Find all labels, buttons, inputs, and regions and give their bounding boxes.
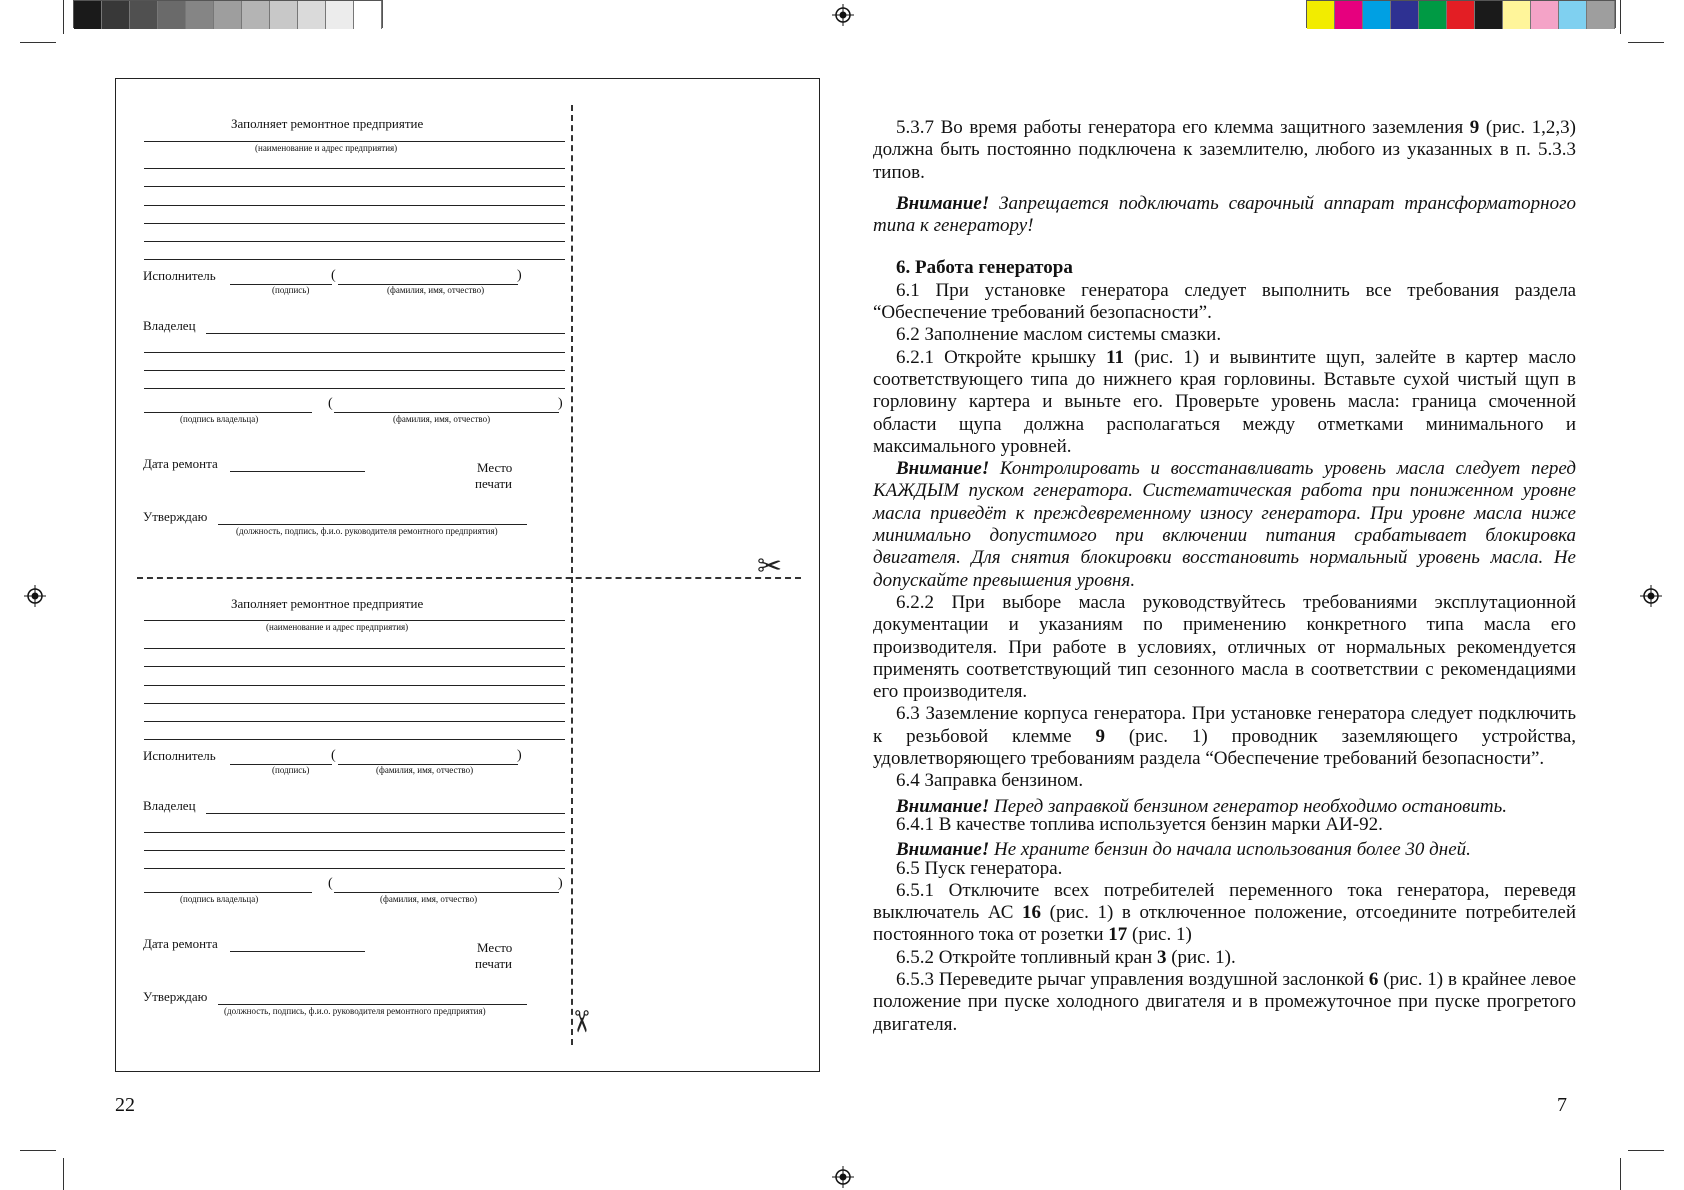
color-swatch <box>1335 1 1363 29</box>
blank-line <box>144 850 565 851</box>
blank-line <box>230 951 365 952</box>
fio-caption: (фамилия, имя, отчество) <box>380 894 478 904</box>
coupon-header: Заполняет ремонтное предприятие <box>231 596 424 611</box>
blank-line <box>334 892 559 893</box>
blank-line <box>144 868 565 869</box>
blank-line <box>144 648 565 649</box>
paragraph-6-1: 6.1 При установке генератора следует выполнить все требования раздела “Обеспечение требований безопасности”. <box>873 279 1576 324</box>
registration-mark-icon <box>832 1166 854 1188</box>
color-swatch <box>298 1 326 29</box>
scissors-icon: ✂ <box>563 1008 599 1035</box>
page-number-left: 22 <box>115 1094 135 1116</box>
manual-text <box>873 117 1576 1036</box>
blank-line <box>144 205 565 206</box>
paren-close: ) <box>558 396 563 411</box>
blank-line <box>144 388 565 389</box>
section-6-heading <box>873 257 1576 279</box>
color-swatch <box>326 1 354 29</box>
stamp-label-line1: Место <box>477 940 513 955</box>
warning-oil-level <box>873 458 1576 592</box>
paragraph-6-2-1 <box>873 347 1576 458</box>
color-swatch <box>242 1 270 29</box>
blank-line <box>218 524 527 525</box>
blank-line <box>144 685 565 686</box>
color-swatch <box>74 1 102 29</box>
warning-label: Внимание! <box>896 795 990 817</box>
text-run: Не храните бензин до начала использования более 30 дней. <box>989 839 1471 861</box>
text-run: 6.5.1 Отключите всех потребителей переменного тока генератора, переведя выключатель АС <box>873 879 1576 924</box>
repair-date-label: Дата ремонта <box>143 936 218 951</box>
color-swatch <box>1531 1 1559 29</box>
bold-ref: 3 <box>1156 946 1167 968</box>
process-color-bar <box>1306 0 1616 28</box>
blank-line <box>144 352 565 353</box>
text-run: Контролировать и восстанавливать уровень масла следует перед КАЖДЫМ пуском генератора. Систематическая работа при пониженном уровне масла приведёт к преждевременному износу генератора. При уровне масла ниже минимально допустимого при включении питания срабатывает блокировка двигателя. Для снятия блокировки восстановить нормальный уровень масла. Не допускайте превышения уровня. <box>873 458 1576 591</box>
blank-line <box>144 241 565 242</box>
text-run: 6.5.3 Переведите рычаг управления воздушной заслонкой <box>896 968 1369 990</box>
color-swatch <box>186 1 214 29</box>
paren-open: ( <box>328 396 333 411</box>
color-swatch <box>214 1 242 29</box>
bold-ref: 17 <box>1108 924 1128 946</box>
bold-ref: 9 <box>1095 725 1105 747</box>
paren-open: ( <box>328 876 333 891</box>
color-swatch <box>1587 1 1615 29</box>
coupon-header-caption: (наименование и адрес предприятия) <box>266 622 409 632</box>
registration-mark-icon <box>832 4 854 26</box>
warning-label: Внимание! <box>896 839 990 861</box>
approve-caption: (должность, подпись, ф.и.о. руководителя ремонтного предприятия) <box>236 526 498 536</box>
coupon-header: Заполняет ремонтное предприятие <box>231 116 424 131</box>
blank-line <box>144 168 565 169</box>
page-number-right: 7 <box>1557 1094 1567 1116</box>
text-run: (рис. 1,2,3) должна быть постоянно подключена к заземлителю, любого из указанных в п. 5.3.3 типов. <box>873 117 1576 183</box>
executor-label: Исполнитель <box>143 268 216 283</box>
color-swatch <box>1363 1 1391 29</box>
warning-welding <box>873 193 1576 238</box>
color-swatch <box>1475 1 1503 29</box>
text-run: 6.2.1 Откройте крышку <box>896 346 1107 368</box>
color-swatch <box>130 1 158 29</box>
blank-line <box>144 259 565 260</box>
repair-date-label: Дата ремонта <box>143 456 218 471</box>
bold-ref: 9 <box>1469 117 1480 138</box>
paragraph-6-3 <box>873 703 1576 770</box>
owner-label: Владелец <box>143 318 196 333</box>
color-swatch <box>1391 1 1419 29</box>
text-run: 6.5.2 Откройте топливный кран <box>896 946 1157 968</box>
crop-mark <box>63 1158 64 1190</box>
paragraph-6-2-2: 6.2.2 При выборе масла руководствуйтесь требованиями эксплутационной документации и указаниям по применению конкретного типа масла его производителя. При работе в условиях, отличных от нормальных рекомендуется применять соответствующий тип сезонного масла в соответствии с рекомендациями его производителя. <box>873 591 1576 703</box>
paren-close: ) <box>517 748 522 763</box>
crop-mark <box>20 42 56 43</box>
text-run: (рис. 1) <box>1127 924 1192 946</box>
owner-sign-caption: (подпись владельца) <box>180 894 259 904</box>
blank-line <box>144 892 312 893</box>
paren-open: ( <box>331 748 336 763</box>
warning-label: Внимание! <box>896 458 990 480</box>
color-swatch <box>1559 1 1587 29</box>
crop-mark <box>1620 1158 1621 1190</box>
section-heading: 6. Работа генератора <box>896 257 1073 279</box>
horizontal-cut-line <box>137 577 801 579</box>
scissors-icon: ✂ <box>757 549 783 584</box>
repair-coupon-frame <box>115 78 820 1072</box>
bold-ref: 11 <box>1106 346 1125 368</box>
crop-mark <box>20 1150 56 1151</box>
blank-line <box>334 412 559 413</box>
registration-mark-icon <box>24 585 46 607</box>
fio-caption: (фамилия, имя, отчество) <box>387 285 485 295</box>
crop-mark <box>63 0 64 34</box>
blank-line <box>144 620 565 621</box>
blank-line <box>144 412 312 413</box>
crop-mark <box>1628 42 1664 43</box>
blank-line <box>144 703 565 704</box>
paragraph-6-5-3 <box>873 969 1576 1036</box>
blank-line <box>218 1004 527 1005</box>
paragraph-6-5: 6.5 Пуск генератора. <box>896 857 1063 879</box>
color-swatch <box>1419 1 1447 29</box>
approve-label: Утверждаю <box>143 989 208 1004</box>
crop-mark <box>1628 1150 1664 1151</box>
blank-line <box>144 739 565 740</box>
color-swatch <box>354 1 382 29</box>
paren-close: ) <box>517 268 522 283</box>
registration-mark-icon <box>1640 585 1662 607</box>
blank-line <box>144 832 565 833</box>
paren-open: ( <box>331 268 336 283</box>
blank-line <box>144 141 565 142</box>
paragraph-6-4-1: 6.4.1 В качестве топлива используется бензин марки АИ-92. <box>896 813 1383 835</box>
text-run: 6.3 Заземление корпуса генератора. При установке генератора следует подключить к резьбовой клемме <box>873 703 1576 747</box>
paragraph-5-3-7 <box>873 117 1576 184</box>
paren-close: ) <box>558 876 563 891</box>
paragraph-6-5-1 <box>873 880 1576 947</box>
crop-mark <box>1620 0 1621 34</box>
fio-caption: (фамилия, имя, отчество) <box>393 414 491 424</box>
fio-caption: (фамилия, имя, отчество) <box>376 765 474 775</box>
blank-line <box>144 721 565 722</box>
approve-caption: (должность, подпись, ф.и.о. руководителя ремонтного предприятия) <box>224 1006 486 1016</box>
text-run: (рис. 1) в отключенное положение, отсоедините потребителей постоянного тока от розетки <box>873 902 1576 946</box>
blank-line <box>230 471 365 472</box>
bold-ref: 6 <box>1368 968 1379 990</box>
color-swatch <box>1447 1 1475 29</box>
text-run: (рис. 1) и вывинтите щуп, залейте в картер масло соответствующего типа до нижнего края горловины. Вставьте сухой чистый щуп в горловину картера и выньте его. Проверьте уровень масла: граница смоченной области щупа должна располагаться между отметками минимального и максимального уровней. <box>873 346 1576 457</box>
blank-line <box>144 666 565 667</box>
paragraph-6-2: 6.2 Заполнение маслом системы смазки. <box>896 324 1222 346</box>
owner-sign-caption: (подпись владельца) <box>180 414 259 424</box>
vertical-cut-line <box>571 105 573 1045</box>
executor-label: Исполнитель <box>143 748 216 763</box>
warning-label: Внимание! <box>896 192 990 214</box>
stamp-label-line2: печати <box>475 956 513 971</box>
sign-caption: (подпись) <box>272 765 310 775</box>
blank-line <box>144 186 565 187</box>
coupon-header-caption: (наименование и адрес предприятия) <box>255 143 398 153</box>
color-swatch <box>102 1 130 29</box>
blank-line <box>144 223 565 224</box>
text-run: 5.3.7 Во время работы генератора его клемма защитного заземления <box>896 117 1470 138</box>
text-run: (рис. 1) проводник заземляющего устройства, удовлетворяющего требованиям раздела “Обеспечение требований безопасности”. <box>873 725 1576 770</box>
color-swatch <box>158 1 186 29</box>
paragraph-6-4: 6.4 Заправка бензином. <box>896 770 1084 792</box>
text-run: (рис. 1) в крайнее левое положение при пуске холодного двигателя и в промежуточное при пуске прогретого двигателя. <box>873 968 1577 1035</box>
blank-line <box>206 813 565 814</box>
blank-line <box>206 333 565 334</box>
sign-caption: (подпись) <box>272 285 310 295</box>
approve-label: Утверждаю <box>143 509 208 524</box>
paragraph-6-5-2 <box>873 947 1576 969</box>
color-swatch <box>270 1 298 29</box>
owner-label: Владелец <box>143 798 196 813</box>
text-run: Перед заправкой бензином генератор необходимо остановить. <box>989 795 1508 817</box>
color-swatch <box>1503 1 1531 29</box>
color-swatch <box>1307 1 1335 29</box>
gray-color-bar <box>73 0 383 28</box>
stamp-label-line1: Место <box>477 460 513 475</box>
text-run: (рис. 1). <box>1166 946 1236 968</box>
stamp-label-line2: печати <box>475 476 513 491</box>
bold-ref: 16 <box>1022 902 1042 924</box>
blank-line <box>144 370 565 371</box>
text-run: Запрещается подключать сварочный аппарат трансформаторного типа к генератору! <box>873 192 1576 237</box>
